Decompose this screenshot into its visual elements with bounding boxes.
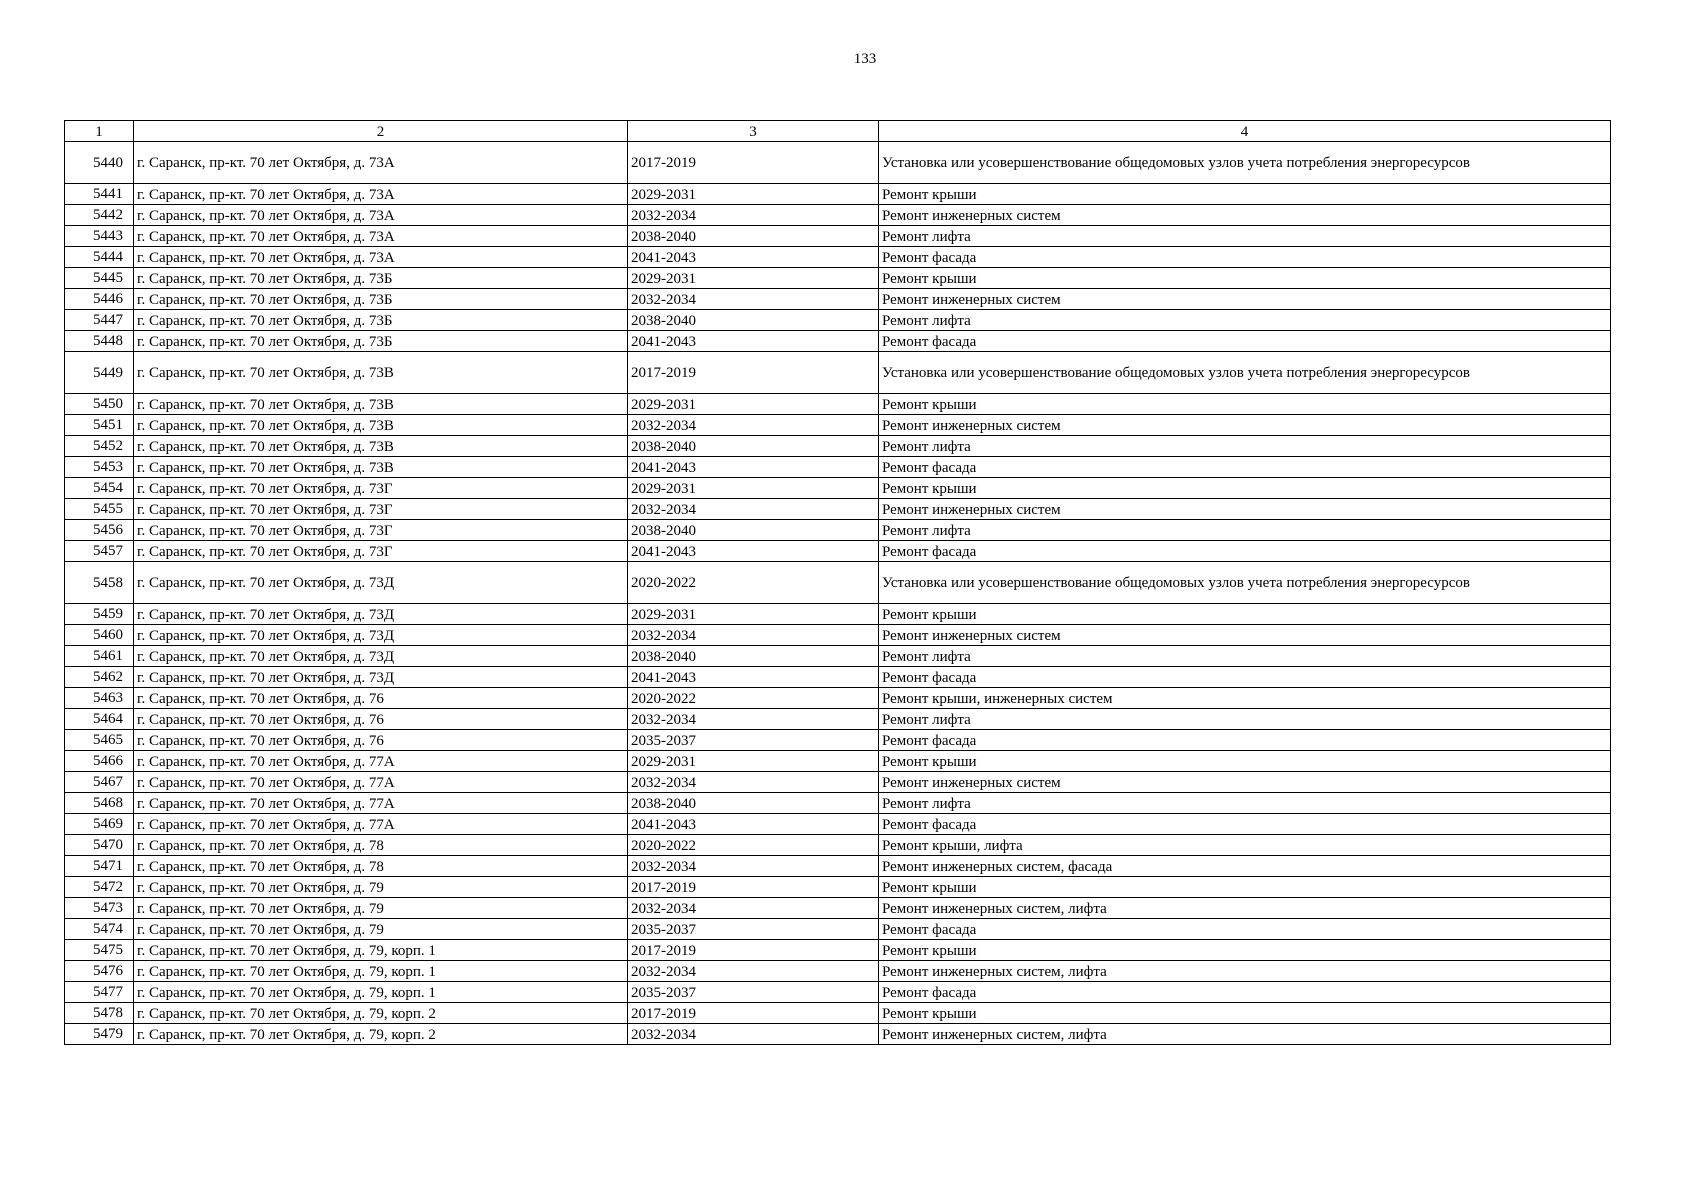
row-number-cell: 5467 <box>65 772 134 793</box>
period-cell: 2041-2043 <box>628 331 879 352</box>
work-type-cell: Ремонт фасада <box>879 814 1611 835</box>
period-cell: 2038-2040 <box>628 793 879 814</box>
row-number-cell: 5459 <box>65 604 134 625</box>
row-number-cell: 5446 <box>65 289 134 310</box>
address-cell: г. Саранск, пр-кт. 70 лет Октября, д. 77А <box>134 814 628 835</box>
table-row <box>65 415 1611 436</box>
row-number-cell: 5471 <box>65 856 134 877</box>
row-number-cell: 5464 <box>65 709 134 730</box>
table-row <box>65 499 1611 520</box>
address-cell: г. Саранск, пр-кт. 70 лет Октября, д. 76 <box>134 730 628 751</box>
row-number-cell: 5455 <box>65 499 134 520</box>
table-row <box>65 436 1611 457</box>
work-type-cell: Ремонт инженерных систем <box>879 289 1611 310</box>
row-number-cell: 5473 <box>65 898 134 919</box>
work-type-cell: Ремонт крыши <box>879 268 1611 289</box>
table-row <box>65 646 1611 667</box>
period-cell: 2035-2037 <box>628 730 879 751</box>
address-cell: г. Саранск, пр-кт. 70 лет Октября, д. 77А <box>134 772 628 793</box>
table-row <box>65 877 1611 898</box>
table-row <box>65 352 1611 394</box>
row-number-cell: 5477 <box>65 982 134 1003</box>
work-type-cell: Ремонт инженерных систем <box>879 499 1611 520</box>
row-number-cell: 5466 <box>65 751 134 772</box>
period-cell: 2032-2034 <box>628 898 879 919</box>
work-type-cell: Ремонт крыши <box>879 877 1611 898</box>
period-cell: 2041-2043 <box>628 814 879 835</box>
work-type-cell: Ремонт инженерных систем <box>879 415 1611 436</box>
work-type-cell: Ремонт инженерных систем, лифта <box>879 898 1611 919</box>
row-number-cell: 5458 <box>65 562 134 604</box>
work-type-cell: Ремонт инженерных систем, лифта <box>879 961 1611 982</box>
row-number-cell: 5448 <box>65 331 134 352</box>
period-cell: 2041-2043 <box>628 667 879 688</box>
row-number-cell: 5456 <box>65 520 134 541</box>
table-row <box>65 205 1611 226</box>
address-cell: г. Саранск, пр-кт. 70 лет Октября, д. 77А <box>134 751 628 772</box>
address-cell: г. Саранск, пр-кт. 70 лет Октября, д. 73В <box>134 394 628 415</box>
work-type-cell: Ремонт крыши <box>879 394 1611 415</box>
period-cell: 2029-2031 <box>628 751 879 772</box>
work-type-cell: Ремонт крыши, инженерных систем <box>879 688 1611 709</box>
work-type-cell: Установка или усовершенствование общедомовых узлов учета потребления энергоресурсов <box>879 562 1611 604</box>
period-cell: 2035-2037 <box>628 919 879 940</box>
work-type-cell: Ремонт крыши <box>879 940 1611 961</box>
address-cell: г. Саранск, пр-кт. 70 лет Октября, д. 77А <box>134 793 628 814</box>
column-header-4: 4 <box>879 121 1611 142</box>
period-cell: 2041-2043 <box>628 541 879 562</box>
period-cell: 2041-2043 <box>628 247 879 268</box>
address-cell: г. Саранск, пр-кт. 70 лет Октября, д. 73В <box>134 415 628 436</box>
row-number-cell: 5478 <box>65 1003 134 1024</box>
column-header-2: 2 <box>134 121 628 142</box>
row-number-cell: 5454 <box>65 478 134 499</box>
table-row <box>65 142 1611 184</box>
column-header-3: 3 <box>628 121 879 142</box>
table-row <box>65 331 1611 352</box>
address-cell: г. Саранск, пр-кт. 70 лет Октября, д. 79, корп. 2 <box>134 1024 628 1045</box>
address-cell: г. Саранск, пр-кт. 70 лет Октября, д. 73А <box>134 247 628 268</box>
address-cell: г. Саранск, пр-кт. 70 лет Октября, д. 73А <box>134 226 628 247</box>
address-cell: г. Саранск, пр-кт. 70 лет Октября, д. 73В <box>134 457 628 478</box>
period-cell: 2032-2034 <box>628 499 879 520</box>
period-cell: 2029-2031 <box>628 604 879 625</box>
row-number-cell: 5479 <box>65 1024 134 1045</box>
period-cell: 2020-2022 <box>628 835 879 856</box>
period-cell: 2035-2037 <box>628 982 879 1003</box>
table-row <box>65 814 1611 835</box>
address-cell: г. Саранск, пр-кт. 70 лет Октября, д. 76 <box>134 688 628 709</box>
address-cell: г. Саранск, пр-кт. 70 лет Октября, д. 73Б <box>134 289 628 310</box>
work-type-cell: Ремонт лифта <box>879 793 1611 814</box>
address-cell: г. Саранск, пр-кт. 70 лет Октября, д. 73А <box>134 205 628 226</box>
work-type-cell: Установка или усовершенствование общедомовых узлов учета потребления энергоресурсов <box>879 142 1611 184</box>
address-cell: г. Саранск, пр-кт. 70 лет Октября, д. 73Г <box>134 541 628 562</box>
table-row <box>65 856 1611 877</box>
table-row <box>65 772 1611 793</box>
table-row <box>65 268 1611 289</box>
table-row <box>65 289 1611 310</box>
address-cell: г. Саранск, пр-кт. 70 лет Октября, д. 73В <box>134 352 628 394</box>
row-number-cell: 5468 <box>65 793 134 814</box>
table-row <box>65 961 1611 982</box>
address-cell: г. Саранск, пр-кт. 70 лет Октября, д. 79, корп. 2 <box>134 1003 628 1024</box>
address-cell: г. Саранск, пр-кт. 70 лет Октября, д. 73Д <box>134 562 628 604</box>
address-cell: г. Саранск, пр-кт. 70 лет Октября, д. 79 <box>134 877 628 898</box>
period-cell: 2017-2019 <box>628 352 879 394</box>
address-cell: г. Саранск, пр-кт. 70 лет Октября, д. 73А <box>134 184 628 205</box>
period-cell: 2038-2040 <box>628 310 879 331</box>
work-type-cell: Ремонт фасада <box>879 919 1611 940</box>
table-row <box>65 898 1611 919</box>
work-type-cell: Ремонт фасада <box>879 982 1611 1003</box>
row-number-cell: 5449 <box>65 352 134 394</box>
period-cell: 2029-2031 <box>628 478 879 499</box>
row-number-cell: 5445 <box>65 268 134 289</box>
table-row <box>65 793 1611 814</box>
table-row <box>65 478 1611 499</box>
row-number-cell: 5451 <box>65 415 134 436</box>
period-cell: 2020-2022 <box>628 562 879 604</box>
period-cell: 2017-2019 <box>628 940 879 961</box>
period-cell: 2017-2019 <box>628 877 879 898</box>
table-row <box>65 562 1611 604</box>
work-type-cell: Ремонт фасада <box>879 667 1611 688</box>
table-header <box>65 121 1611 142</box>
address-cell: г. Саранск, пр-кт. 70 лет Октября, д. 73Д <box>134 625 628 646</box>
table-row <box>65 520 1611 541</box>
table-row <box>65 688 1611 709</box>
period-cell: 2032-2034 <box>628 856 879 877</box>
table-row <box>65 457 1611 478</box>
work-type-cell: Ремонт инженерных систем, лифта <box>879 1024 1611 1045</box>
work-type-cell: Ремонт лифта <box>879 310 1611 331</box>
row-number-cell: 5457 <box>65 541 134 562</box>
period-cell: 2038-2040 <box>628 520 879 541</box>
row-number-cell: 5463 <box>65 688 134 709</box>
work-type-cell: Ремонт фасада <box>879 247 1611 268</box>
address-cell: г. Саранск, пр-кт. 70 лет Октября, д. 73Г <box>134 478 628 499</box>
table-row <box>65 226 1611 247</box>
address-cell: г. Саранск, пр-кт. 70 лет Октября, д. 78 <box>134 835 628 856</box>
address-cell: г. Саранск, пр-кт. 70 лет Октября, д. 73Б <box>134 268 628 289</box>
work-type-cell: Ремонт лифта <box>879 520 1611 541</box>
row-number-cell: 5472 <box>65 877 134 898</box>
row-number-cell: 5470 <box>65 835 134 856</box>
row-number-cell: 5441 <box>65 184 134 205</box>
row-number-cell: 5453 <box>65 457 134 478</box>
work-type-cell: Ремонт крыши, лифта <box>879 835 1611 856</box>
address-cell: г. Саранск, пр-кт. 70 лет Октября, д. 73Д <box>134 667 628 688</box>
table-row <box>65 751 1611 772</box>
table-row <box>65 394 1611 415</box>
work-type-cell: Ремонт крыши <box>879 604 1611 625</box>
period-cell: 2017-2019 <box>628 1003 879 1024</box>
row-number-cell: 5444 <box>65 247 134 268</box>
page-number: 133 <box>853 51 877 67</box>
table-row <box>65 940 1611 961</box>
work-type-cell: Ремонт крыши <box>879 1003 1611 1024</box>
table-row <box>65 919 1611 940</box>
period-cell: 2032-2034 <box>628 205 879 226</box>
address-cell: г. Саранск, пр-кт. 70 лет Октября, д. 79 <box>134 898 628 919</box>
period-cell: 2029-2031 <box>628 268 879 289</box>
period-cell: 2029-2031 <box>628 184 879 205</box>
table-row <box>65 982 1611 1003</box>
work-type-cell: Ремонт инженерных систем <box>879 625 1611 646</box>
table-row <box>65 709 1611 730</box>
period-cell: 2032-2034 <box>628 709 879 730</box>
period-cell: 2032-2034 <box>628 1024 879 1045</box>
period-cell: 2032-2034 <box>628 772 879 793</box>
period-cell: 2038-2040 <box>628 226 879 247</box>
period-cell: 2032-2034 <box>628 625 879 646</box>
row-number-cell: 5475 <box>65 940 134 961</box>
table-row <box>65 835 1611 856</box>
register-table <box>64 120 1611 1045</box>
work-type-cell: Ремонт лифта <box>879 709 1611 730</box>
row-number-cell: 5447 <box>65 310 134 331</box>
table-row <box>65 625 1611 646</box>
work-type-cell: Ремонт лифта <box>879 646 1611 667</box>
period-cell: 2029-2031 <box>628 394 879 415</box>
row-number-cell: 5443 <box>65 226 134 247</box>
address-cell: г. Саранск, пр-кт. 70 лет Октября, д. 79, корп. 1 <box>134 940 628 961</box>
work-type-cell: Ремонт крыши <box>879 184 1611 205</box>
period-cell: 2038-2040 <box>628 436 879 457</box>
work-type-cell: Ремонт фасада <box>879 541 1611 562</box>
row-number-cell: 5452 <box>65 436 134 457</box>
work-type-cell: Ремонт фасада <box>879 457 1611 478</box>
row-number-cell: 5465 <box>65 730 134 751</box>
address-cell: г. Саранск, пр-кт. 70 лет Октября, д. 78 <box>134 856 628 877</box>
table-row <box>65 1024 1611 1045</box>
address-cell: г. Саранск, пр-кт. 70 лет Октября, д. 73В <box>134 436 628 457</box>
address-cell: г. Саранск, пр-кт. 70 лет Октября, д. 79, корп. 1 <box>134 982 628 1003</box>
address-cell: г. Саранск, пр-кт. 70 лет Октября, д. 79, корп. 1 <box>134 961 628 982</box>
period-cell: 2038-2040 <box>628 646 879 667</box>
row-number-cell: 5462 <box>65 667 134 688</box>
table-row <box>65 604 1611 625</box>
work-type-cell: Ремонт лифта <box>879 436 1611 457</box>
work-type-cell: Ремонт инженерных систем, фасада <box>879 856 1611 877</box>
period-cell: 2020-2022 <box>628 688 879 709</box>
period-cell: 2032-2034 <box>628 415 879 436</box>
address-cell: г. Саранск, пр-кт. 70 лет Октября, д. 73Д <box>134 604 628 625</box>
table-body <box>65 142 1611 1045</box>
work-type-cell: Ремонт крыши <box>879 751 1611 772</box>
row-number-cell: 5440 <box>65 142 134 184</box>
work-type-cell: Ремонт лифта <box>879 226 1611 247</box>
period-cell: 2032-2034 <box>628 961 879 982</box>
table-row <box>65 730 1611 751</box>
row-number-cell: 5469 <box>65 814 134 835</box>
period-cell: 2032-2034 <box>628 289 879 310</box>
work-type-cell: Установка или усовершенствование общедомовых узлов учета потребления энергоресурсов <box>879 352 1611 394</box>
table-row <box>65 667 1611 688</box>
work-type-cell: Ремонт крыши <box>879 478 1611 499</box>
table-row <box>65 541 1611 562</box>
address-cell: г. Саранск, пр-кт. 70 лет Октября, д. 73Б <box>134 331 628 352</box>
address-cell: г. Саранск, пр-кт. 70 лет Октября, д. 73А <box>134 142 628 184</box>
work-type-cell: Ремонт инженерных систем <box>879 772 1611 793</box>
row-number-cell: 5450 <box>65 394 134 415</box>
row-number-cell: 5476 <box>65 961 134 982</box>
address-cell: г. Саранск, пр-кт. 70 лет Октября, д. 79 <box>134 919 628 940</box>
period-cell: 2017-2019 <box>628 142 879 184</box>
table-row <box>65 310 1611 331</box>
address-cell: г. Саранск, пр-кт. 70 лет Октября, д. 73Д <box>134 646 628 667</box>
address-cell: г. Саранск, пр-кт. 70 лет Октября, д. 73Г <box>134 520 628 541</box>
row-number-cell: 5474 <box>65 919 134 940</box>
period-cell: 2041-2043 <box>628 457 879 478</box>
table-row <box>65 184 1611 205</box>
work-type-cell: Ремонт фасада <box>879 331 1611 352</box>
work-type-cell: Ремонт инженерных систем <box>879 205 1611 226</box>
row-number-cell: 5442 <box>65 205 134 226</box>
table-row <box>65 247 1611 268</box>
work-type-cell: Ремонт фасада <box>879 730 1611 751</box>
row-number-cell: 5461 <box>65 646 134 667</box>
row-number-cell: 5460 <box>65 625 134 646</box>
header-row <box>65 121 1611 142</box>
address-cell: г. Саранск, пр-кт. 70 лет Октября, д. 73Б <box>134 310 628 331</box>
table-row <box>65 1003 1611 1024</box>
column-header-1: 1 <box>65 121 134 142</box>
address-cell: г. Саранск, пр-кт. 70 лет Октября, д. 76 <box>134 709 628 730</box>
address-cell: г. Саранск, пр-кт. 70 лет Октября, д. 73Г <box>134 499 628 520</box>
